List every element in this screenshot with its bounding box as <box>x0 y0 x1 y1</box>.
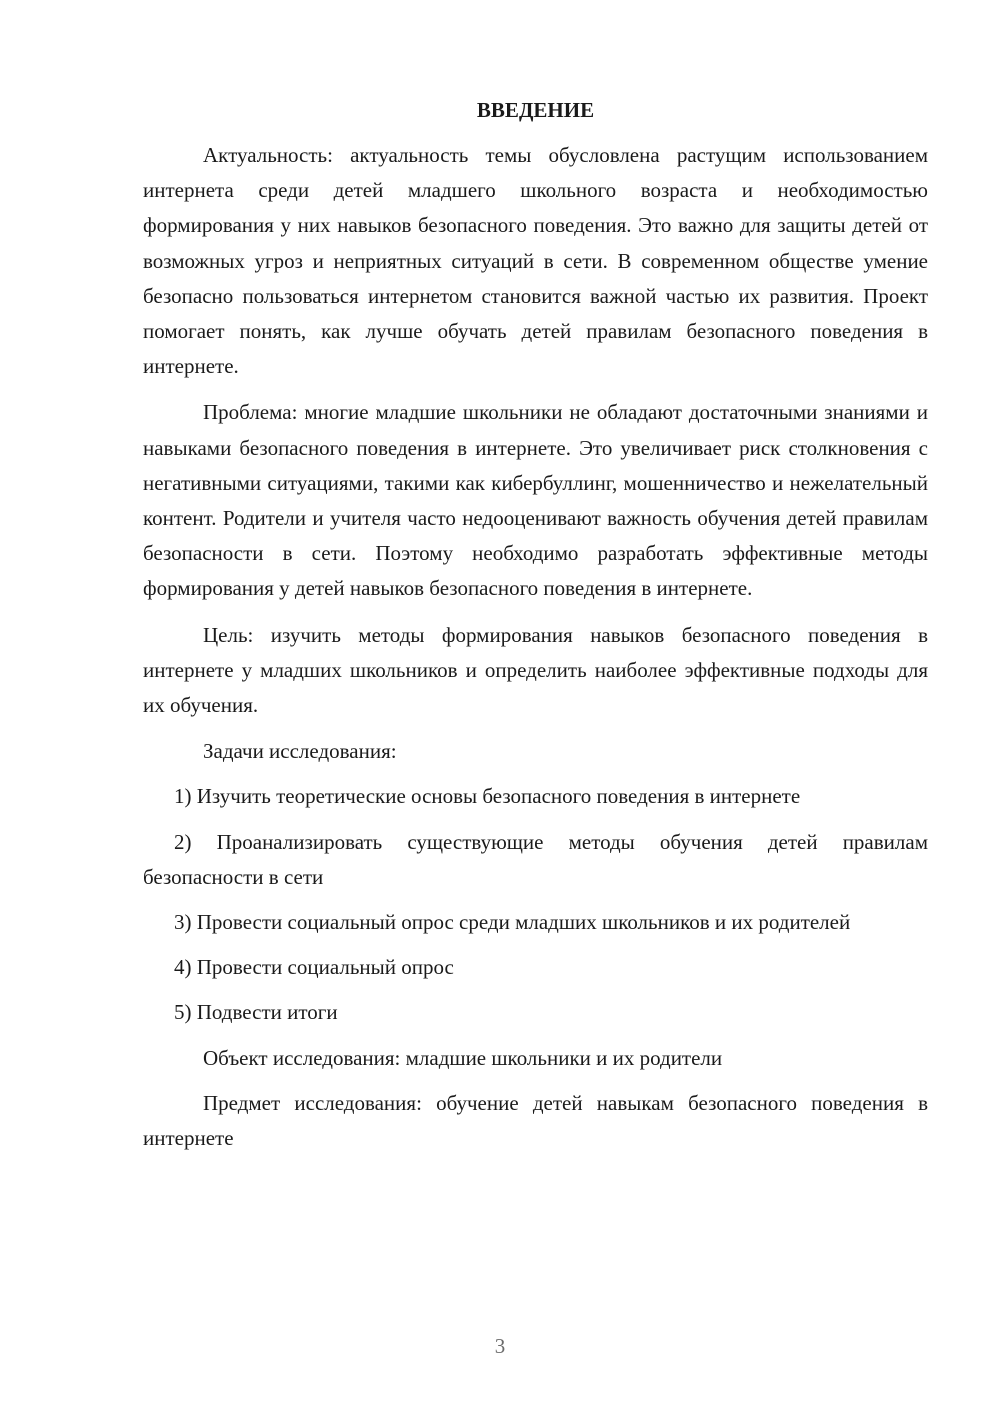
subject-paragraph: Предмет исследования: обучение детей навыкам безопасного поведения в интернете <box>143 1090 928 1151</box>
task-item: 1) Изучить теоретические основы безопасного поведения в интернете <box>174 784 801 809</box>
task-item: 4) Провести социальный опрос <box>174 955 454 980</box>
task-item: 5) Подвести итоги <box>174 1000 338 1025</box>
tasks-title: Задачи исследования: <box>203 739 397 764</box>
section-heading: ВВЕДЕНИЕ <box>476 98 595 122</box>
problem-paragraph: Проблема: многие младшие школьники не обладают достаточными знаниями и навыками безопасного поведения в интернете. Это увеличивает риск столкновения с негативными ситуациями, такими как кибербуллинг, мошенничество и нежелательный контент. Родители и учителя часто недооценивают важность обучения детей правилам безопасности в сети. Поэтому необходимо разработать эффективные методы формирования у детей навыков безопасного поведения в интернете. <box>143 400 928 601</box>
object-paragraph: Объект исследования: младшие школьники и их родители <box>203 1045 723 1070</box>
document-page <box>143 92 928 1167</box>
goal-paragraph: Цель: изучить методы формирования навыков безопасного поведения в интернете у младших школьников и определить наиболее эффективные подходы для их обучения. <box>143 622 928 718</box>
relevance-paragraph: Актуальность: актуальность темы обусловлена растущим использованием интернета среди детей младшего школьного возраста и необходимостью формирования у них навыков безопасного поведения. Это важно для защиты детей от возможных угроз и неприятных ситуаций в сети. В современном обществе умение безопасно пользоваться интернетом становится важной частью их развития. Проект помогает понять, как лучше обучать детей правилам безопасного поведения в интернете. <box>143 143 928 379</box>
task-item: 2) Проанализировать существующие методы обучения детей правилам безопасности в сети <box>143 829 928 889</box>
page-number: 3 <box>494 1334 506 1358</box>
task-item: 3) Провести социальный опрос среди младших школьников и их родителей <box>174 910 851 935</box>
